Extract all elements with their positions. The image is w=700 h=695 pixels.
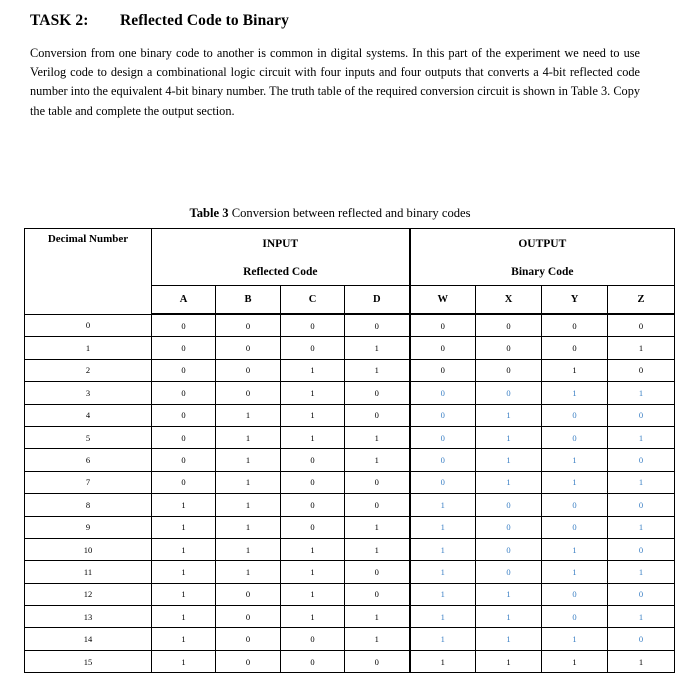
decimal-cell: 9	[25, 516, 152, 538]
table-row	[25, 538, 675, 560]
output-cell-w: 0	[410, 404, 476, 426]
table-caption-number: Table 3	[189, 206, 229, 220]
task-heading	[30, 12, 289, 30]
output-cell-z: 0	[608, 494, 675, 516]
output-cell-z: 1	[608, 337, 675, 359]
input-cell-c: 1	[281, 561, 345, 583]
input-cell-c: 0	[281, 471, 345, 493]
input-cell-d: 0	[345, 494, 410, 516]
output-cell-w: 0	[410, 449, 476, 471]
output-cell-y: 1	[542, 561, 608, 583]
column-header-y: Y	[542, 286, 608, 315]
output-cell-y: 1	[542, 471, 608, 493]
input-cell-d: 1	[345, 516, 410, 538]
input-cell-c: 0	[281, 449, 345, 471]
decimal-cell: 1	[25, 337, 152, 359]
output-cell-x: 0	[476, 359, 542, 381]
input-header: INPUT	[152, 229, 410, 259]
input-cell-c: 0	[281, 494, 345, 516]
output-cell-w: 1	[410, 606, 476, 628]
output-cell-z: 1	[608, 561, 675, 583]
decimal-cell: 4	[25, 404, 152, 426]
output-cell-z: 1	[608, 382, 675, 404]
input-cell-c: 0	[281, 337, 345, 359]
output-subheader: Binary Code	[410, 258, 675, 286]
table-row	[25, 337, 675, 359]
output-cell-x: 1	[476, 449, 542, 471]
input-cell-c: 1	[281, 426, 345, 448]
column-header-w: W	[410, 286, 476, 315]
input-cell-a: 1	[152, 516, 216, 538]
input-cell-b: 1	[216, 404, 281, 426]
table-row	[25, 449, 675, 471]
input-cell-b: 1	[216, 516, 281, 538]
input-cell-d: 0	[345, 650, 410, 672]
input-cell-a: 1	[152, 606, 216, 628]
output-cell-z: 1	[608, 606, 675, 628]
output-cell-x: 1	[476, 650, 542, 672]
output-cell-z: 0	[608, 404, 675, 426]
output-cell-w: 1	[410, 561, 476, 583]
decimal-cell: 8	[25, 494, 152, 516]
table-row	[25, 494, 675, 516]
input-cell-b: 0	[216, 337, 281, 359]
input-cell-d: 1	[345, 606, 410, 628]
output-cell-y: 0	[542, 337, 608, 359]
output-cell-y: 0	[542, 314, 608, 337]
input-cell-a: 0	[152, 337, 216, 359]
output-cell-z: 1	[608, 426, 675, 448]
output-cell-y: 0	[542, 494, 608, 516]
output-cell-w: 1	[410, 516, 476, 538]
input-cell-a: 1	[152, 583, 216, 605]
input-cell-a: 1	[152, 494, 216, 516]
input-cell-d: 1	[345, 628, 410, 650]
input-cell-a: 0	[152, 382, 216, 404]
input-cell-d: 0	[345, 561, 410, 583]
output-cell-x: 1	[476, 583, 542, 605]
input-cell-b: 0	[216, 650, 281, 672]
output-cell-x: 1	[476, 404, 542, 426]
input-cell-b: 0	[216, 359, 281, 381]
decimal-cell: 0	[25, 314, 152, 337]
output-cell-x: 1	[476, 426, 542, 448]
input-cell-b: 1	[216, 494, 281, 516]
input-cell-b: 0	[216, 628, 281, 650]
output-cell-w: 0	[410, 471, 476, 493]
table-row	[25, 561, 675, 583]
input-cell-b: 0	[216, 583, 281, 605]
decimal-cell: 5	[25, 426, 152, 448]
output-cell-w: 1	[410, 628, 476, 650]
table-row	[25, 650, 675, 672]
decimal-cell: 11	[25, 561, 152, 583]
input-cell-b: 0	[216, 314, 281, 337]
input-cell-b: 1	[216, 561, 281, 583]
input-cell-b: 1	[216, 426, 281, 448]
decimal-number-header: Decimal Number	[25, 229, 152, 315]
input-cell-a: 1	[152, 538, 216, 560]
table-row	[25, 606, 675, 628]
table-row	[25, 583, 675, 605]
output-header: OUTPUT	[410, 229, 675, 259]
input-cell-c: 1	[281, 538, 345, 560]
table-row	[25, 314, 675, 337]
input-cell-d: 1	[345, 337, 410, 359]
output-cell-x: 1	[476, 628, 542, 650]
output-cell-w: 0	[410, 337, 476, 359]
output-cell-z: 1	[608, 471, 675, 493]
output-cell-z: 0	[608, 314, 675, 337]
input-cell-d: 1	[345, 449, 410, 471]
task-title: Reflected Code to Binary	[120, 12, 289, 29]
output-cell-x: 0	[476, 337, 542, 359]
output-cell-x: 0	[476, 382, 542, 404]
input-cell-a: 1	[152, 650, 216, 672]
output-cell-x: 0	[476, 494, 542, 516]
output-cell-y: 1	[542, 628, 608, 650]
output-cell-y: 0	[542, 404, 608, 426]
output-cell-z: 1	[608, 650, 675, 672]
input-cell-c: 0	[281, 650, 345, 672]
output-cell-x: 0	[476, 538, 542, 560]
decimal-cell: 2	[25, 359, 152, 381]
output-cell-y: 0	[542, 516, 608, 538]
output-cell-x: 0	[476, 561, 542, 583]
output-cell-z: 0	[608, 583, 675, 605]
input-cell-a: 1	[152, 561, 216, 583]
input-cell-c: 1	[281, 404, 345, 426]
input-cell-b: 1	[216, 538, 281, 560]
output-cell-z: 0	[608, 538, 675, 560]
input-cell-d: 0	[345, 314, 410, 337]
table-row	[25, 382, 675, 404]
decimal-cell: 10	[25, 538, 152, 560]
output-cell-y: 0	[542, 426, 608, 448]
input-cell-d: 1	[345, 538, 410, 560]
output-cell-w: 0	[410, 426, 476, 448]
input-cell-b: 0	[216, 606, 281, 628]
output-cell-w: 1	[410, 650, 476, 672]
input-cell-c: 1	[281, 583, 345, 605]
output-cell-z: 1	[608, 516, 675, 538]
output-cell-w: 1	[410, 583, 476, 605]
column-header-d: D	[345, 286, 410, 315]
input-cell-a: 0	[152, 404, 216, 426]
decimal-cell: 12	[25, 583, 152, 605]
input-cell-c: 0	[281, 314, 345, 337]
input-cell-b: 1	[216, 449, 281, 471]
input-cell-b: 1	[216, 471, 281, 493]
decimal-cell: 7	[25, 471, 152, 493]
table-row	[25, 628, 675, 650]
output-cell-w: 0	[410, 314, 476, 337]
input-cell-b: 0	[216, 382, 281, 404]
output-cell-y: 0	[542, 606, 608, 628]
column-header-c: C	[281, 286, 345, 315]
input-cell-c: 1	[281, 382, 345, 404]
column-header-z: Z	[608, 286, 675, 315]
input-cell-c: 1	[281, 359, 345, 381]
table-row	[25, 359, 675, 381]
input-cell-d: 0	[345, 583, 410, 605]
output-cell-z: 0	[608, 449, 675, 471]
input-cell-c: 0	[281, 628, 345, 650]
table-row	[25, 516, 675, 538]
table-row	[25, 404, 675, 426]
output-cell-z: 0	[608, 359, 675, 381]
input-cell-d: 0	[345, 404, 410, 426]
output-cell-x: 1	[476, 471, 542, 493]
output-cell-y: 1	[542, 382, 608, 404]
table-row	[25, 426, 675, 448]
input-cell-c: 1	[281, 606, 345, 628]
input-cell-d: 1	[345, 426, 410, 448]
output-cell-x: 0	[476, 314, 542, 337]
decimal-cell: 6	[25, 449, 152, 471]
output-cell-y: 1	[542, 650, 608, 672]
column-header-b: B	[216, 286, 281, 315]
column-header-a: A	[152, 286, 216, 315]
output-cell-w: 0	[410, 359, 476, 381]
input-subheader: Reflected Code	[152, 258, 410, 286]
table-caption-text: Conversion between reflected and binary codes	[231, 206, 471, 220]
task-number: TASK 2:	[30, 12, 89, 29]
output-cell-y: 1	[542, 359, 608, 381]
input-cell-a: 0	[152, 359, 216, 381]
input-cell-a: 1	[152, 628, 216, 650]
input-cell-a: 0	[152, 471, 216, 493]
output-cell-x: 1	[476, 606, 542, 628]
input-cell-d: 1	[345, 359, 410, 381]
output-cell-z: 0	[608, 628, 675, 650]
output-cell-w: 0	[410, 382, 476, 404]
input-cell-a: 0	[152, 314, 216, 337]
output-cell-x: 0	[476, 516, 542, 538]
decimal-cell: 14	[25, 628, 152, 650]
instructions-paragraph: Conversion from one binary code to another is common in digital systems. In this part of the experiment we need to use Verilog code to design a combinational logic circuit with four inputs and four outputs that converts a 4-bit reflected code number into the equivalent 4-bit binary number. The truth table of the required conversion circuit is shown in Table 3. Copy the table and complete the output section.	[30, 46, 640, 118]
input-cell-d: 0	[345, 471, 410, 493]
decimal-cell: 15	[25, 650, 152, 672]
output-cell-w: 1	[410, 494, 476, 516]
output-cell-y: 1	[542, 538, 608, 560]
column-header-x: X	[476, 286, 542, 315]
decimal-cell: 3	[25, 382, 152, 404]
input-cell-a: 0	[152, 426, 216, 448]
input-cell-a: 0	[152, 449, 216, 471]
input-cell-c: 0	[281, 516, 345, 538]
table-caption	[0, 206, 660, 221]
table-row	[25, 471, 675, 493]
output-cell-w: 1	[410, 538, 476, 560]
output-cell-y: 0	[542, 583, 608, 605]
truth-table	[24, 228, 675, 673]
input-cell-d: 0	[345, 382, 410, 404]
decimal-cell: 13	[25, 606, 152, 628]
output-cell-y: 1	[542, 449, 608, 471]
